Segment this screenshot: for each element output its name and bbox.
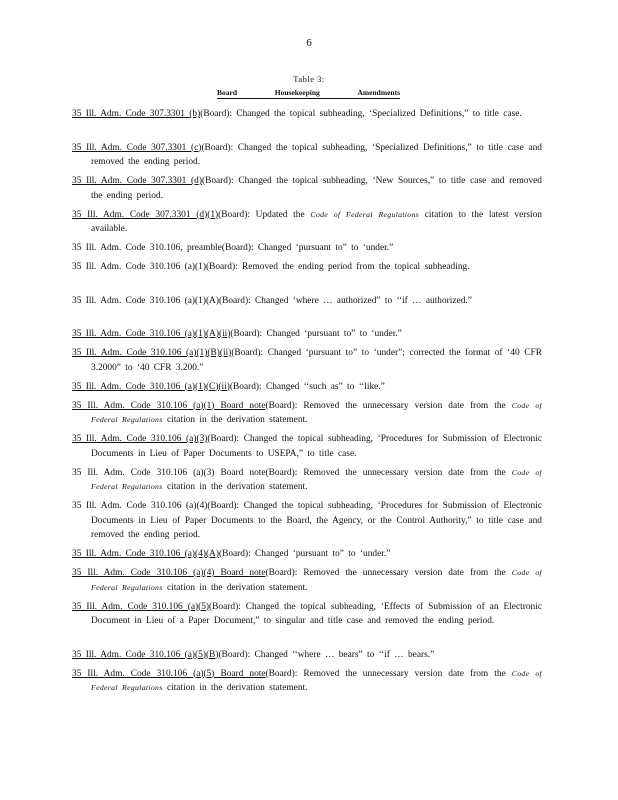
amendment-citation: 35 Ill. Adm. Code 310.106 (a)(4)(A) xyxy=(72,549,219,559)
amendment-citation: 35 Ill. Adm. Code 310.106 (a)(3) Board note xyxy=(72,467,266,478)
amendment-citation: 35 Ill. Adm. Code 310.106 (a)(1) Board note xyxy=(72,400,266,411)
amendment-description: (Board): Removed the unnecessary version date from the xyxy=(265,568,506,578)
amendment-entry xyxy=(72,432,542,461)
amendment-entry xyxy=(72,600,542,644)
table-title: Table 3: xyxy=(293,74,325,84)
table-subtitle-word: Amendments xyxy=(357,88,400,97)
amendment-citation: 35 Ill. Adm. Code 310.106 (a)(5) xyxy=(72,601,210,612)
amendment-description: (Board): Changed the topical subheading, ‘Procedures for Submission of Electronic Documents in Lieu of Paper Documents to the Board, the Agency, or the Control Authority,” to title case and removed the ending period. xyxy=(91,501,542,540)
amendment-entry xyxy=(72,141,542,170)
amendment-description: (Board): Changed ‘‘where … bears” to ‘‘if … bears.” xyxy=(218,649,435,660)
amendment-citation: 35 Ill. Adm. Code 307.3301 (c) xyxy=(72,142,202,153)
amendment-entry xyxy=(72,174,542,203)
amendment-entry xyxy=(72,107,542,136)
cfr-title-italic: Code of Federal Regulations xyxy=(91,400,542,424)
amendment-description: (Board): Changed ‘pursuant to” to ‘under.” xyxy=(230,329,402,339)
amendment-citation: 35 Ill. Adm. Code 310.106 (a)(4) Board note xyxy=(72,568,266,578)
amendment-citation: 35 Ill. Adm. Code 307.3301 (b) xyxy=(72,109,201,119)
amendment-entry xyxy=(72,380,542,395)
amendment-description: (Board): Removed the unnecessary version date from the xyxy=(265,400,506,411)
amendment-entry xyxy=(72,294,542,323)
amendment-citation: 35 Ill. Adm. Code 310.106 (a)(1)(B)(ii) xyxy=(72,348,232,358)
amendment-description: (Board): Changed ‘pursuant to” to ‘under”; corrected the format of ‘40 CFR 3.2000” to ‘40 CFR 3.200.” xyxy=(91,348,542,373)
amendment-citation: 35 Ill. Adm. Code 310.106 (a)(5)(B) xyxy=(72,649,219,660)
amendment-entry xyxy=(72,466,542,495)
table-subtitle xyxy=(217,88,400,99)
amendment-citation: 35 Ill. Adm. Code 310.106, preamble xyxy=(72,243,222,253)
amendment-citation: 35 Ill. Adm. Code 310.106 (a)(1)(A) xyxy=(72,295,219,306)
amendment-description: (Board): Changed ‘where … authorized” to ‘‘if … authorized.” xyxy=(218,295,472,306)
amendment-citation: 35 Ill. Adm. Code 310.106 (a)(5) Board note xyxy=(72,668,266,679)
amendment-citation: 35 Ill. Adm. Code 310.106 (a)(4) xyxy=(72,501,208,511)
amendment-citation: 35 Ill. Adm. Code 310.106 (a)(1) xyxy=(72,262,206,272)
amendment-citation: 35 Ill. Adm. Code 307.3301 (d)(1) xyxy=(72,209,219,220)
amendment-description: (Board): Removed the unnecessary version date from the xyxy=(265,668,506,679)
amendment-description: (Board): Changed the topical subheading, ‘Procedures for Submission of Electronic Documents in Lieu of Paper Documents to USEPA,” to title case. xyxy=(91,434,542,459)
amendment-description: (Board): Changed ‘‘such as” to ‘‘like.” xyxy=(229,381,385,392)
amendment-description: (Board): Changed ‘pursuant to” to ‘under.” xyxy=(221,243,394,253)
amendment-citation: 35 Ill. Adm. Code 307.3301 (d) xyxy=(72,176,202,186)
amendment-entry xyxy=(72,241,542,256)
amendment-description: (Board): Changed the topical subheading, ‘Specialized Definitions,” to title case. xyxy=(200,109,522,119)
table-subtitle-word: Housekeeping xyxy=(274,88,320,97)
amendment-list xyxy=(72,107,542,700)
amendment-entry xyxy=(72,346,542,375)
amendment-citation: 35 Ill. Adm. Code 310.106 (a)(1)(C)(ii) xyxy=(72,381,230,392)
amendment-entry xyxy=(72,547,542,562)
amendment-description-end: citation in the derivation statement. xyxy=(166,415,308,425)
cfr-title-italic: Code of Federal Regulations xyxy=(91,668,542,692)
cfr-title-italic: Code of Federal Regulations xyxy=(91,467,542,491)
amendment-entry xyxy=(72,566,542,595)
amendment-entry xyxy=(72,208,542,237)
amendment-description: (Board): Changed the topical subheading, ‘Effects of Submission of an Electronic Document in Lieu of a Paper Document,” to singular and title case and removed the ending period. xyxy=(91,601,542,626)
table-subtitle-word: Board xyxy=(217,88,238,97)
cfr-title-italic: Code of Federal Regulations xyxy=(91,568,542,592)
amendment-description: (Board): Updated the xyxy=(218,209,305,220)
amendment-entry xyxy=(72,648,542,663)
amendment-description: (Board): Changed the topical subheading, ‘New Sources,” to title case and removed the ending period. xyxy=(91,176,542,201)
amendment-description: (Board): Removed the unnecessary version date from the xyxy=(265,467,506,478)
amendment-entry xyxy=(72,399,542,428)
amendment-description-end: citation in the derivation statement. xyxy=(166,683,308,693)
amendment-description: (Board): Changed the topical subheading, ‘Specialized Definitions,” to title case and removed the ending period. xyxy=(91,142,542,167)
page-number: 6 xyxy=(306,37,312,49)
amendment-entry xyxy=(72,327,542,342)
amendment-description-end: citation in the derivation statement. xyxy=(166,582,308,593)
amendment-citation: 35 Ill. Adm. Code 310.106 (a)(3) xyxy=(72,434,208,444)
cfr-title-italic: Code of Federal Regulations xyxy=(310,209,420,219)
amendment-citation: 35 Ill. Adm. Code 310.106 (a)(1)(A)(ii) xyxy=(72,329,231,339)
amendment-description-end: citation in the derivation statement. xyxy=(166,482,308,492)
amendment-entry xyxy=(72,667,542,696)
amendment-entry xyxy=(72,499,542,543)
amendment-description-end: citation to the latest version available. xyxy=(91,209,542,234)
amendment-entry xyxy=(72,260,542,289)
amendment-description: (Board): Changed ‘pursuant to” to ‘under.” xyxy=(218,549,391,559)
amendment-description: (Board): Removed the ending period from the topical subheading. xyxy=(205,262,470,272)
